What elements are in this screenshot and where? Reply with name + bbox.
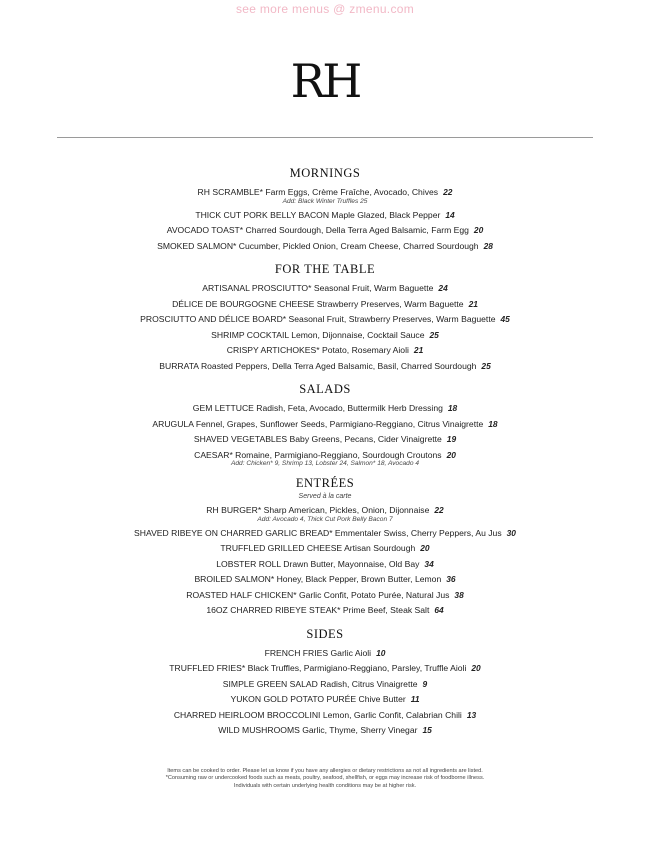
menu-item-price: 30 (506, 527, 516, 538)
menu-item-name: CAESAR* Romaine, Parmigiano-Reggiano, Sourdough Croutons (194, 449, 442, 460)
menu-item (0, 677, 650, 693)
menu-item-name: CHARRED HEIRLOOM BROCCOLINI Lemon, Garlic Confit, Calabrian Chili (173, 709, 462, 720)
menu-item-price: 21 (413, 345, 424, 355)
menu-item-name: SIMPLE GREEN SALAD Radish, Citrus Vinaigrette (222, 678, 418, 689)
menu-item (0, 541, 650, 557)
menu-item-price: 10 (376, 647, 386, 658)
menu-item (0, 646, 650, 662)
menu-item (0, 312, 650, 328)
footer-note: *Consuming raw or undercooked foods such as meats, poultry, seafood, shellfish, or eggs may increase risk of foodborne illness. (165, 775, 485, 782)
menu-item-name: SMOKED SALMON* Cucumber, Pickled Onion, Cream Cheese, Charred Sourdough (157, 240, 479, 251)
menu-item-price: 45 (500, 314, 510, 324)
menu-item-name: ARTISANAL PROSCIUTTO* Seasonal Fruit, Warm Baguette (202, 283, 434, 293)
menu-item-price: 22 (443, 187, 453, 197)
menu-section (0, 476, 650, 619)
menu-item-price: 25 (481, 360, 491, 371)
header-divider (57, 137, 593, 138)
menu-item-name: LOBSTER ROLL Drawn Butter, Mayonnaise, Old Bay (216, 558, 420, 569)
menu-item (0, 557, 650, 573)
menu-item-name: FRENCH FRIES Garlic Aioli (264, 647, 372, 658)
menu-item-price: 14 (445, 209, 455, 220)
menu-item-price: 11 (410, 694, 420, 704)
section-subtitle: Served à la carte (298, 493, 352, 500)
menu-item-price: 25 (429, 329, 439, 340)
menu-item-name: CRISPY ARTICHOKES* Potato, Rosemary Aioli (226, 345, 409, 355)
watermark: see more menus @ zmenu.com (235, 2, 415, 16)
menu-item-name: SHAVED VEGETABLES Baby Greens, Pecans, Cider Vinaigrette (193, 434, 442, 444)
menu-item-price: 18 (447, 403, 458, 413)
menu-item-name: BROILED SALMON* Honey, Black Pepper, Brown Butter, Lemon (194, 574, 442, 584)
menu-item-price: 15 (422, 725, 432, 735)
menu-item (0, 708, 650, 724)
menu-item (0, 417, 650, 433)
section-title: FOR THE TABLE (274, 262, 376, 276)
menu-item-name: BURRATA Roasted Peppers, Della Terra Aged Balsamic, Basil, Charred Sourdough (159, 360, 477, 371)
menu-item-price: 20 (420, 543, 430, 553)
menu-item-name: YUKON GOLD POTATO PURÉE Chive Butter (230, 694, 406, 704)
menu-item (0, 223, 650, 239)
footer-note: Items can be cooked to order. Please let us know if you have any allergies or dietary restrictions as not all ingredients are listed. (167, 768, 483, 774)
menu-item-name: ARUGULA Fennel, Grapes, Sunflower Seeds, Parmigiano-Reggiano, Citrus Vinaigrette (152, 418, 484, 429)
menu-item (0, 526, 650, 542)
menu-item-price: 28 (483, 240, 493, 251)
menu-item-name: RH BURGER* Sharp American, Pickles, Onion, Dijonnaise (206, 505, 430, 515)
menu-item (0, 572, 650, 588)
menu-item (0, 692, 650, 708)
menu-item (0, 401, 650, 417)
menu-item-name: AVOCADO TOAST* Charred Sourdough, Della Terra Aged Balsamic, Farm Egg (166, 225, 469, 235)
section-title: SIDES (306, 626, 344, 641)
menu-item (0, 432, 650, 448)
menu-item-addon: Add: Black Winter Truffles 25 (282, 197, 368, 205)
menu-body (0, 166, 650, 739)
menu-item (0, 661, 650, 677)
menu-item-price: 21 (468, 298, 478, 309)
menu-item-name: SHAVED RIBEYE ON CHARRED GARLIC BREAD* Emmentaler Swiss, Cherry Peppers, Au Jus (134, 527, 502, 538)
menu-item (0, 359, 650, 375)
menu-item-price: 22 (434, 505, 444, 515)
menu-item-price: 34 (424, 558, 434, 569)
menu-item-addon: Add: Chicken* 9, Shrimp 13, Lobster 24, Salmon* 18, Avocado 4 (230, 460, 420, 467)
section-title: ENTRÉES (295, 476, 355, 490)
menu-item-name: RH SCRAMBLE* Farm Eggs, Crème Fraîche, Avocado, Chives (197, 187, 439, 197)
menu-item (0, 328, 650, 344)
menu-section (0, 627, 650, 739)
section-title: SALADS (299, 382, 351, 396)
menu-item-name: DÉLICE DE BOURGOGNE CHEESE Strawberry Preserves, Warm Baguette (172, 298, 464, 309)
menu-item-name: WILD MUSHROOMS Garlic, Thyme, Sherry Vinegar (218, 725, 418, 735)
menu-section (0, 166, 650, 254)
menu-item-price: 18 (488, 418, 498, 429)
footer-notes (0, 768, 650, 790)
menu-item (0, 297, 650, 313)
rh-logo: RH (290, 54, 360, 108)
menu-item (0, 281, 650, 297)
menu-item-price: 24 (438, 283, 448, 293)
menu-item (0, 588, 650, 604)
menu-item-name: ROASTED HALF CHICKEN* Garlic Confit, Potato Purée, Natural Jus (186, 589, 450, 600)
menu-item-price: 9 (422, 678, 428, 689)
menu-item-price: 13 (466, 709, 477, 720)
menu-section (0, 262, 650, 374)
menu-item-price: 38 (454, 589, 464, 600)
menu-item-price: 36 (446, 574, 456, 584)
menu-item-name: TRUFFLED FRIES* Black Truffles, Parmigiano-Reggiano, Parsley, Truffle Aioli (169, 663, 467, 673)
menu-item (0, 603, 650, 619)
menu-item (0, 723, 650, 739)
menu-item-name: GEM LETTUCE Radish, Feta, Avocado, Buttermilk Herb Dressing (192, 403, 443, 413)
menu-item-price: 20 (471, 663, 481, 673)
menu-item-name: PROSCIUTTO AND DÉLICE BOARD* Seasonal Fruit, Strawberry Preserves, Warm Baguette (140, 314, 496, 324)
menu-item (0, 208, 650, 224)
menu-item-price: 19 (446, 434, 457, 444)
section-title: MORNINGS (289, 166, 361, 180)
menu-item-name: SHRIMP COCKTAIL Lemon, Dijonnaise, Cocktail Sauce (211, 329, 425, 340)
menu-item-price: 20 (446, 449, 456, 460)
menu-section (0, 382, 650, 468)
footer-note: Individuals with certain underlying health conditions may be at higher risk. (233, 782, 417, 789)
menu-item (0, 343, 650, 359)
menu-item-name: 16OZ CHARRED RIBEYE STEAK* Prime Beef, Steak Salt (206, 605, 430, 615)
menu-item-price: 64 (434, 605, 444, 615)
menu-item-name: TRUFFLED GRILLED CHEESE Artisan Sourdough (220, 543, 416, 553)
menu-item-addon: Add: Avocado 4, Thick Cut Pork Belly Bacon 7 (257, 515, 393, 523)
menu-item-name: THICK CUT PORK BELLY BACON Maple Glazed, Black Pepper (195, 209, 441, 220)
menu-item-price: 20 (473, 225, 484, 235)
menu-item (0, 239, 650, 255)
